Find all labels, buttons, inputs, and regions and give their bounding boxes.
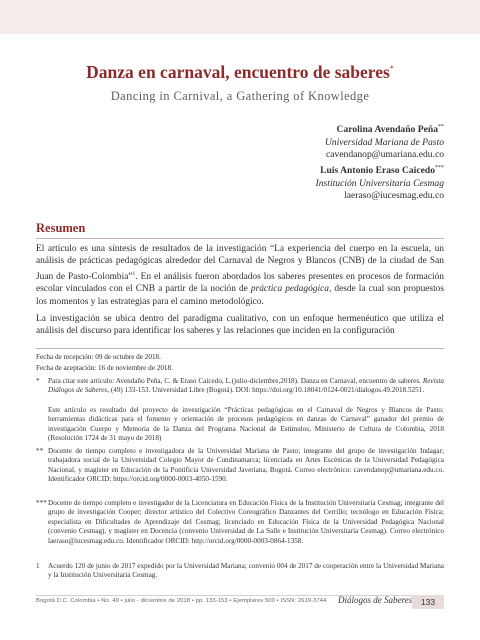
footnote-divider [36,348,444,349]
footer-journal-info: Bogotá D.C. Colombia • No. 49 • julio - diciembre de 2018 • pp. 133-153 • Ejemplares 500 • ISSN: 2619-3744 [36,598,327,604]
footnote-author-2: *** Docente de tiempo completo e investigador de la Licenciatura en Educación Física de la Institución Universitaria Cesmag; integrante del grupo de investigación Cooper; director artístico del Colectivo Coreográfico Danzantes del Cerrillo; tecnólogo en Educación Física; especialista en Dificultades de Aprendizaje del Cesmag; licenciado en Educación Física de la Universidad Pedagógica Nacional (convenio Cesmag), y magíster en Docencia (convenio Universidad de La Salle e Institución Universitaria Cesmag). Correo electrónico laeraso@iucesmag.edu.co. Identificador ORCID: http://orcid.org/0000-0003-0864-1358. [36,499,444,545]
footnote-citation: * Para citar este artículo: Avendaño Peña, C. & Eraso Caicedo, L.(julio-diciembre,2018). Danza en Carnaval, encuentro de saberes. Revista Diálogos de Saberes, (49) 133-153. Universidad Libre (Bogotá). DOI: https://doi.org/10.18041/0124-0021/dialogos.49.2018.5251. [36,377,444,395]
author-block-2 [144,162,444,203]
footer-journal-logo: Diálogos de Saberes [338,595,413,605]
footnote-project: Este artículo es resultado del proyecto de investigación “Prácticas pedagógicas en el Carnaval de Negros y Blancos de Pasto: herramientas didácticas para el fomento y orientación de procesos pedagógicos en danzas de Carnaval” ganador del premio de investigación Cuerpo y Memoria de la Danza del Programa Nacional de Estímulos, Ministerio de Cultura de Colombia, 2018 (Resolución 1724 de 31 mayo de 2018) [48,406,444,443]
accepted-date: Fecha de aceptación: 16 de noviembre de 2018. [36,363,173,372]
header-band [0,0,480,34]
abstract-heading: Resumen [36,221,86,235]
footnote-agreement: 1 Acuerdo 120 de junio de 2017 expedido por la Universidad Mariana; convenio 004 de 2017 de cooperación entre la Universidad Mariana y la Institución Universitaria Cesmag. [36,562,444,580]
author-name: Carolina Avendaño Peña** [336,124,444,136]
article-dates [36,352,444,373]
abstract-paragraph-1: El artículo es una síntesis de resultados de la investigación “La experiencia del cuerpo en la escuela, un análisis de prácticas pedagógicas alrededor del Carnaval de Negros y Blancos (CNB) de la ciudad de San Juan de Pasto-Colombia”$^1$. En el análisis fueron abordados los saberes presentes en procesos de formación escolar vinculados con el CNB a partir de la noción de práctica pedagógica, desde la cual son propuestos los momentos y las estrategias para el camino metodológico. [36,244,445,307]
abstract-divider [36,238,444,239]
title-footnote-mark: * [389,64,394,74]
abstract-paragraph-2: La investigación se ubica dentro del paradigma cualitativo, con un enfoque hermenéutico que utiliza el análisis del discurso para identificar los saberes y las relaciones que inciden en la configuración [36,314,444,337]
author-institution: Institución Universitaria Cesmag [315,177,444,189]
article-subtitle: Dancing in Carnival, a Gathering of Knowledge [110,89,370,103]
footnote-author-1: ** Docente de tiempo completo e investigadora de la Universidad Mariana de Pasto; integrante del grupo de investigación Indagar; trabajadora social de la Universidad Colegio Mayor de Cundinamarca; licenciada en Artes Escénicas de la Universidad Pedagógica Nacional, y magíster en Educación de la Pontificia Universidad Javeriana, Bogotá. Correo electrónico: cavendanop@umariana.edu.co. Identificador ORCID: https://orcid.org/0000-0003-4050-1590. [36,447,444,484]
author-email-link[interactable]: laeraso@iucesmag.edu.co [344,190,444,202]
author-institution: Universidad Mariana de Pasto [324,136,444,148]
article-title: Danza en carnaval, encuentro de saberes* [86,62,394,82]
author-name: Luis Antonio Eraso Caicedo*** [320,165,444,177]
author-block-1 [144,121,444,162]
page-number: 133 [412,595,444,609]
received-date: Fecha de recepción: 09 de octubre de 2018. [36,353,161,361]
author-email-link[interactable]: cavendanop@umariana.edu.co [325,149,444,161]
